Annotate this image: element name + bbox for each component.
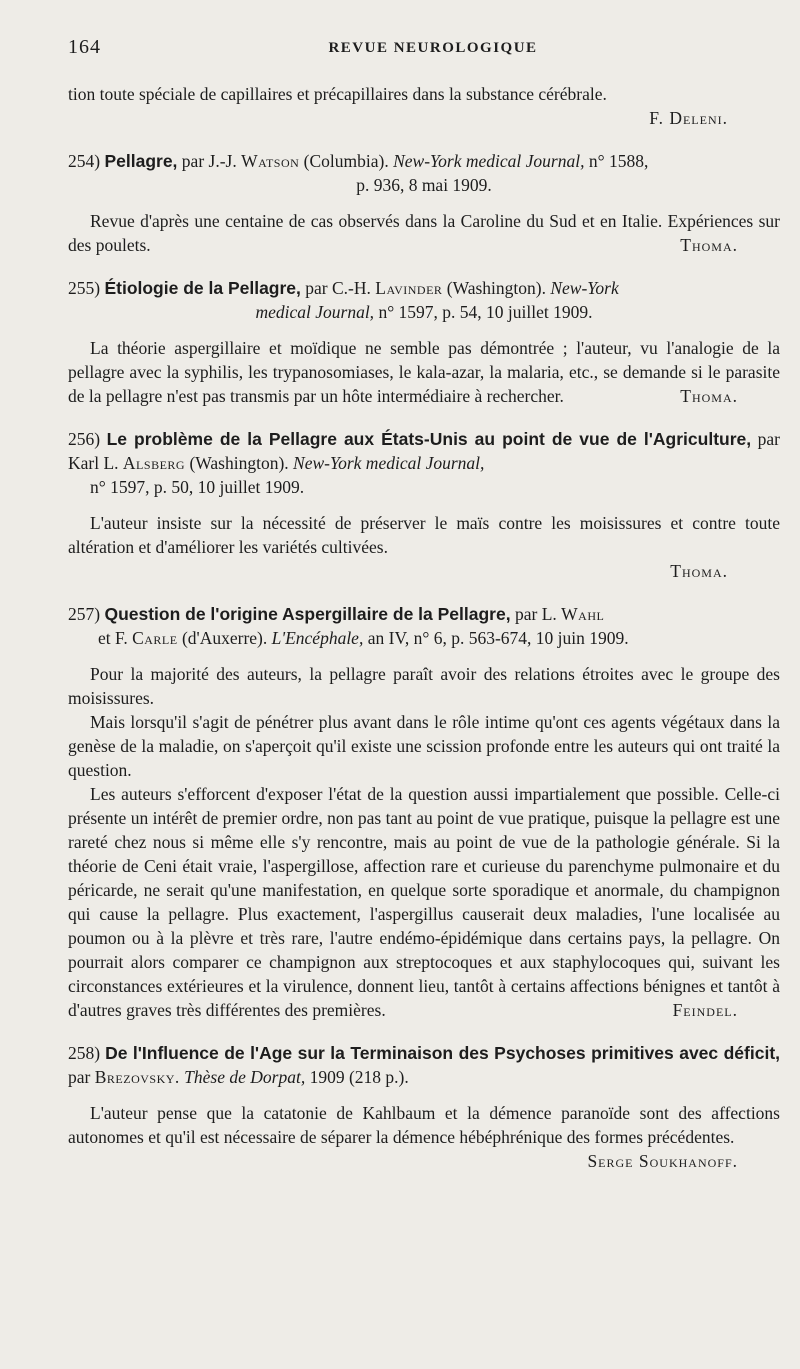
entry-heading: 254) Pellagre, par J.-J. Watson (Columbia). New-York medical Journal, n° 1588,: [68, 151, 649, 171]
entry-author: Brezovsky.: [94, 1067, 180, 1087]
page-header: [68, 36, 780, 64]
entry-signature: Feindel.: [672, 1000, 738, 1020]
entry-heading: 255) Étiologie de la Pellagre, par C.-H. Lavinder (Washington). New-York: [68, 278, 619, 298]
entry-256: [68, 427, 780, 583]
entry-title: Étiologie de la Pellagre,: [104, 278, 301, 298]
page-content: [68, 82, 780, 1173]
entry-257: [68, 602, 780, 1022]
entry-paragraph: Mais lorsqu'il s'agit de pénétrer plus avant dans le rôle intime qu'ont ces agents végétaux dans la genèse de la maladie, on s'aperçoit qu'il existe une scission profonde entre les auteurs qui ont traité la question.: [68, 712, 780, 780]
entry-number: 255): [68, 278, 101, 298]
entry-signature: Serge Soukhanoff.: [587, 1151, 738, 1171]
entry-paragraph: Pour la majorité des auteurs, la pellagre paraît avoir des relations étroites avec le groupe des moisissures.: [68, 664, 780, 708]
entry-reference: et F. Carle (d'Auxerre). L'Encéphale, an IV, n° 6, p. 563-674, 10 juin 1909.: [98, 628, 629, 648]
entry-heading: 258) De l'Influence de l'Age sur la Terminaison des Psychoses primitives avec déficit, par Brezovsky. Thèse de Dorpat, 1909 (218 p.).: [68, 1043, 781, 1087]
entry-signature: Thoma.: [680, 386, 738, 406]
entry-255: [68, 276, 780, 408]
entry-title: De l'Influence de l'Age sur la Terminaison des Psychoses primitives avec déficit,: [105, 1043, 781, 1063]
entry-journal: New-York medical Journal,: [293, 453, 485, 473]
entry-paragraph: Les auteurs s'efforcent d'exposer l'état de la question aussi impartialement que possible. Celle-ci présente un intérêt de premier ordre, non pas tant au point de vue pratique, puisque la pellagre est une rareté chez nous si même elle s'y rencontre, mais au point de vue de la pathologie générale. Si la théorie de Ceni était vraie, l'aspergillose, affection rare et curieuse du parenchyme pulmonaire et du péricarde, ne serait qu'une manifestation, en quelque sorte sporadique et anormale, du champignon qui cause la pellagre. Plus exactement, l'aspergillus causerait deux maladies, l'une localisée au poumon ou à la plèvre et très rare, l'autre endémo-épidémique dans certains pays, la pellagre. On pourrait alors comparer ce champignon aux streptocoques et aux staphylocoques qui, suivant les circonstances extérieures et la virulence, donnent lieu, tantôt à certains affections bénignes et tantôt à d'autres graves très différentes des premières. Feindel.: [68, 784, 780, 1020]
intro-text: tion toute spéciale de capillaires et précapillaires dans la substance cérébrale.: [68, 84, 607, 104]
intro-signature: F. Deleni.: [649, 108, 728, 128]
entry-reference: medical Journal, n° 1597, p. 54, 10 juillet 1909.: [255, 302, 593, 322]
entry-journal: Thèse de Dorpat,: [184, 1067, 306, 1087]
entry-title: Question de l'origine Aspergillaire de la Pellagre,: [104, 604, 511, 624]
entry-journal: New-York medical Journal,: [393, 151, 585, 171]
entry-258: [68, 1041, 780, 1173]
entry-254: [68, 149, 780, 257]
entry-heading: 256) Le problème de la Pellagre aux États-Unis au point de vue de l'Agriculture, par Karl L. Alsberg (Washington). New-York medical Journal,: [68, 429, 781, 473]
entry-heading: 257) Question de l'origine Aspergillaire de la Pellagre, par L. Wahl: [68, 604, 605, 624]
entry-number: 258): [68, 1043, 101, 1063]
entry-reference: p. 936, 8 mai 1909.: [356, 175, 492, 195]
entry-author: Wahl: [561, 604, 605, 624]
entry-signature: Thoma.: [670, 561, 728, 581]
entry-number: 254): [68, 151, 101, 171]
entry-author: Lavinder: [375, 278, 443, 298]
entry-author: Carle: [132, 628, 178, 648]
entry-number: 256): [68, 429, 101, 449]
entry-reference: n° 1597, p. 50, 10 juillet 1909.: [90, 477, 305, 497]
entry-number: 257): [68, 604, 101, 624]
entry-author: Watson: [241, 151, 300, 171]
entry-title: Pellagre,: [104, 151, 178, 171]
entry-author: Alsberg: [122, 453, 186, 473]
entry-body: L'auteur insiste sur la nécessité de préserver le maïs contre les moisissures et contre toute altération et d'améliorer les variétés cultivées.: [68, 513, 780, 557]
page-number: 164: [68, 36, 101, 58]
running-title: REVUE NEUROLOGIQUE: [328, 40, 538, 56]
entry-journal: New-York: [550, 278, 619, 298]
entry-body: La théorie aspergillaire et moïdique ne semble pas démontrée ; l'auteur, vu l'analogie de la pellagre avec la syphilis, les trypanosomiases, le kala-azar, la malaria, etc., se demande si le parasite de la pellagre n'est pas transmis par un hôte intermédiaire à rechercher. Thoma.: [68, 338, 780, 406]
entry-title: Le problème de la Pellagre aux États-Unis au point de vue de l'Agriculture,: [106, 429, 752, 449]
entry-body: Revue d'après une centaine de cas observés dans la Caroline du Sud et en Italie. Expériences sur des poulets. Thoma.: [68, 211, 780, 255]
entry-signature: Thoma.: [680, 235, 738, 255]
entry-journal: L'Encéphale,: [271, 628, 364, 648]
entry-body: L'auteur pense que la catatonie de Kahlbaum et la démence paranoïde sont des affections autonomes et qu'il est nécessaire de séparer la démence hébéphrénique des formes précédentes. Serge Soukhanoff.: [68, 1103, 780, 1171]
